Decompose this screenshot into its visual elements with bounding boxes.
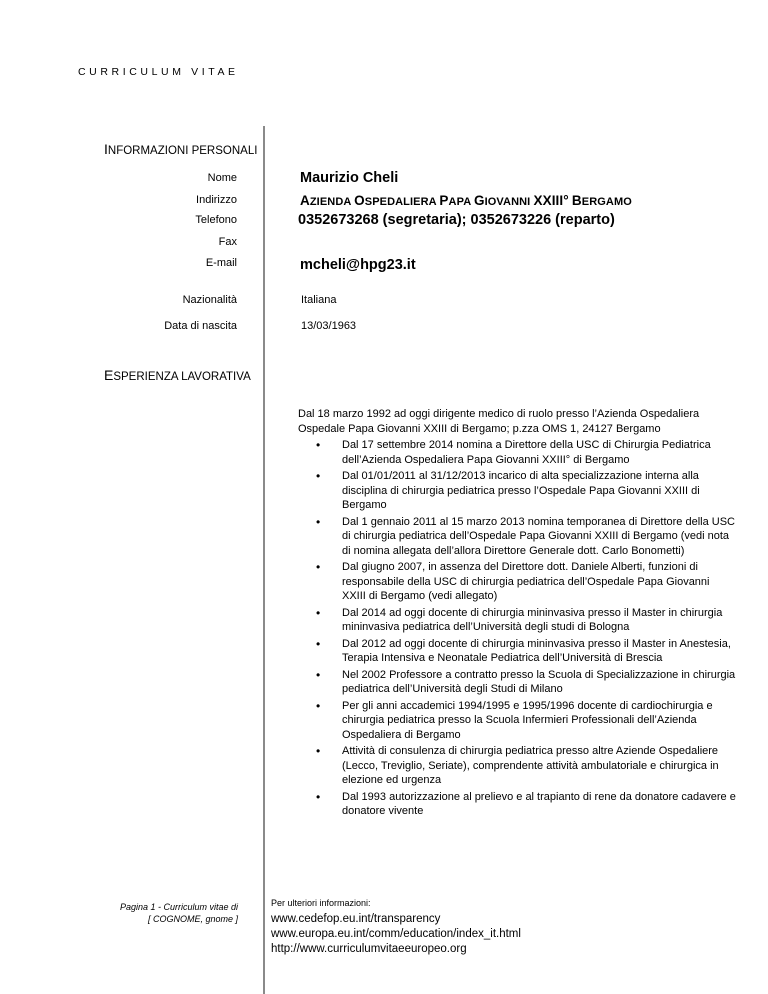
bullet-icon: •	[316, 438, 321, 452]
footer-info-label: Per ulteriori informazioni:	[271, 898, 371, 908]
personal-info-heading: INFORMAZIONI PERSONALI	[104, 141, 258, 157]
bullet-icon: •	[316, 514, 321, 529]
document-title: CURRICULUM VITAE	[78, 66, 239, 78]
name-label: Nome	[207, 172, 237, 184]
bullet-icon: •	[316, 667, 321, 682]
experience-item-text: Dal 1 gennaio 2011 al 15 marzo 2013 nomina temporanea di Direttore della USC di chirurgia pediatrica dell’Ospedale Papa Giovanni XXIII di Bergamo (vedi nota di nomina allegata dell’allora Direttore Generale dott. Carlo Bonometti)	[342, 515, 735, 557]
nationality-value: Italiana	[301, 294, 337, 306]
address-rest: ERGAMO	[581, 196, 632, 208]
experience-item	[316, 560, 736, 604]
email-label: E-mail	[205, 257, 237, 269]
experience-item-text: Attività di consulenza di chirurgia pediatrica presso altre Aziende Ospedaliere (Lecco, Treviglio, Seriate), comprendente attività ambulatoriale e chirurgica in elezione ed urgenza	[342, 745, 719, 786]
experience-item	[316, 606, 736, 635]
address-rest: SPEDALIERA	[364, 196, 440, 208]
experience-intro: Dal 18 marzo 1992 ad oggi dirigente medico di ruolo presso l’Azienda Ospedaliera Ospedale Papa Giovanni XXIII di Bergamo; p.zza OMS 1, 24127 Bergamo	[298, 408, 700, 435]
bullet-icon: •	[316, 560, 321, 574]
experience-item	[316, 637, 736, 666]
footer-links	[271, 912, 521, 957]
footer-link[interactable]: http://www.curriculumvitaeeuropeo.org	[271, 943, 467, 955]
nationality-label: Nazionalità	[182, 294, 237, 306]
bullet-icon: •	[316, 698, 321, 713]
bullet-icon: •	[316, 636, 321, 651]
address-initial: O	[354, 193, 365, 208]
experience-item-text: Dal 01/01/2011 al 31/12/2013 incarico di alta specializzazione interna alla disciplina di chirurgia pediatrica presso l’Ospedale Papa Giovanni XXIII di Bergamo	[342, 470, 700, 511]
address-value	[300, 193, 632, 208]
bullet-icon: •	[316, 789, 321, 804]
address-initial: P	[439, 193, 449, 208]
footer-page-line: Pagina 1 - Curriculum vitae di	[119, 902, 238, 912]
footer-link[interactable]: www.cedefop.eu.int/transparency	[271, 913, 441, 925]
experience-item-text: Dal 2014 ad oggi docente di chirurgia mininvasiva presso il Master in chirurgia mininvasiva pediatrica dell’Università degli studi di Bologna	[342, 606, 723, 633]
address-initial: A	[300, 193, 310, 208]
fax-label: Fax	[218, 236, 237, 248]
address-rest: ZIENDA	[309, 196, 355, 208]
experience-item	[316, 790, 736, 819]
bullet-icon: •	[316, 469, 321, 483]
experience-item	[316, 699, 736, 743]
experience-item	[316, 438, 736, 467]
experience-item-text: Dal 2012 ad oggi docente di chirurgia mininvasiva presso il Master in Anestesia, Terapia Intensiva e Neonatale Pediatrica dell’Università di Brescia	[342, 637, 731, 664]
footer-link[interactable]: www.europa.eu.int/comm/education/index_it.html	[271, 928, 521, 940]
address-rest: IOVANNI	[484, 196, 534, 208]
bullet-icon: •	[316, 744, 321, 758]
experience-item	[316, 744, 736, 788]
experience-item-text: Dal 1993 autorizzazione al prelievo e al trapianto di rene da donatore cadavere e donatore vivente	[342, 790, 736, 817]
address-label: Indirizzo	[196, 194, 237, 206]
experience-item-text: Per gli anni accademici 1994/1995 e 1995/1996 docente di cardiochirurgia e chirurgia pediatrica presso la Scuola Infermieri Professionali dell’Azienda Ospedaliera di Bergamo	[342, 699, 713, 741]
column-divider	[263, 126, 265, 994]
experience-list	[316, 438, 736, 821]
experience-item	[316, 668, 736, 697]
address-initial: G	[474, 193, 485, 208]
experience-item-text: Nel 2002 Professore a contratto presso la Scuola di Specializzazione in chirurgia pediatrica dell’Università degli Studi di Milano	[342, 668, 736, 695]
experience-heading: ESPERIENZA LAVORATIVA	[104, 367, 251, 383]
address-initial: XXIII°	[533, 193, 569, 208]
phone-value: 0352673268 (segretaria); 0352673226 (reparto)	[298, 212, 615, 228]
email-value: mcheli@hpg23.it	[300, 257, 416, 273]
birthdate-label: Data di nascita	[164, 320, 237, 332]
experience-item	[316, 515, 736, 559]
address-initial: B	[571, 193, 582, 208]
bullet-icon: •	[316, 605, 321, 620]
footer-page-info	[80, 901, 238, 925]
experience-item	[316, 469, 736, 513]
phone-label: Telefono	[195, 214, 237, 226]
experience-item-text: Dal giugno 2007, in assenza del Direttore dott. Daniele Alberti, funzioni di responsabile della USC di chirurgia pediatrica dell’Ospedale Papa Giovanni XXIII di Bergamo (vedi allegato)	[342, 561, 710, 602]
experience-item-text: Dal 17 settembre 2014 nomina a Direttore della USC di Chirurgia Pediatrica dell’Azienda Ospedaliera Papa Giovanni XXIII° di Bergamo	[342, 439, 711, 466]
address-rest: APA	[448, 196, 474, 208]
footer-name-line: [ COGNOME, gnome ]	[147, 914, 238, 924]
name-value: Maurizio Cheli	[300, 170, 399, 186]
birthdate-value: 13/03/1963	[301, 320, 357, 332]
